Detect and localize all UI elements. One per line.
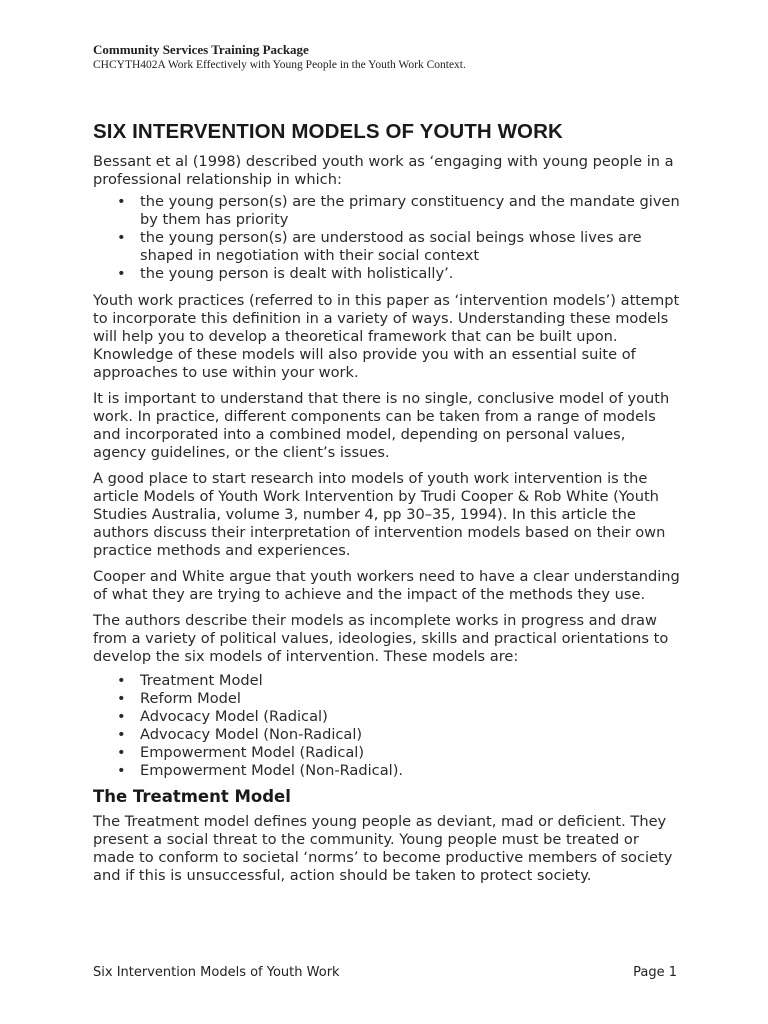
footer-title: Six Intervention Models of Youth Work bbox=[93, 965, 340, 980]
list-item: • Advocacy Model (Non-Radical) bbox=[140, 726, 683, 744]
section-heading: The Treatment Model bbox=[93, 787, 291, 806]
section-paragraph: The Treatment model defines young people as deviant, mad or deficient. They present a social threat to the community. Young people must be treated or made to conform to societal ‘norms’ to become productive members of society and if this is unsuccessful, action should be taken to protect society. bbox=[93, 813, 673, 884]
list-item: • the young person(s) are understood as social beings whose lives are shaped in negotiation with their social context bbox=[140, 229, 683, 265]
list-item: • Advocacy Model (Radical) bbox=[140, 708, 683, 726]
header-package-title: Community Services Training Package bbox=[93, 42, 309, 57]
list-item: • Reform Model bbox=[140, 690, 683, 708]
page-number: Page 1 bbox=[633, 965, 677, 980]
models-bullet-list bbox=[93, 672, 683, 780]
body-paragraph: Youth work practices (referred to in this paper as ‘intervention models’) attempt to incorporate this definition in a variety of ways. Understanding these models will help you to develop a theoretical framework that can be built upon. Knowledge of these models will also provide you with an essential suite of approaches to use within your work. bbox=[93, 292, 680, 381]
body-paragraph: Cooper and White argue that youth workers need to have a clear understanding of what they are trying to achieve and the impact of the methods they use. bbox=[93, 568, 680, 603]
intro-paragraph: Bessant et al (1998) described youth work as ‘engaging with young people in a professional relationship in which: bbox=[93, 153, 674, 188]
running-header bbox=[93, 42, 466, 73]
body-paragraph: The authors describe their models as incomplete works in progress and draw from a variety of political values, ideologies, skills and practical orientations to develop the six models of intervention. These models are: bbox=[93, 612, 669, 665]
list-item: • the young person is dealt with holistically’. bbox=[140, 265, 683, 283]
list-item: • Empowerment Model (Radical) bbox=[140, 744, 683, 762]
list-item: • Treatment Model bbox=[140, 672, 683, 690]
running-footer bbox=[93, 965, 677, 980]
list-item: • Empowerment Model (Non-Radical). bbox=[140, 762, 683, 780]
body-paragraph: A good place to start research into models of youth work intervention is the article Models of Youth Work Intervention by Trudi Cooper & Rob White (Youth Studies Australia, volume 3, number 4, pp 30–35, 1994). In this article the authors discuss their interpretation of intervention models based on their own practice methods and experiences. bbox=[93, 470, 666, 559]
body-paragraph: It is important to understand that there is no single, conclusive model of youth work. In practice, different components can be taken from a range of models and incorporated into a combined model, depending on personal values, agency guidelines, or the client’s issues. bbox=[93, 390, 670, 461]
intro-bullet-list bbox=[93, 193, 683, 283]
header-unit-title: CHCYTH402A Work Effectively with Young People in the Youth Work Context. bbox=[93, 59, 466, 71]
list-item: • the young person(s) are the primary constituency and the mandate given by them has priority bbox=[140, 193, 683, 229]
document-body bbox=[93, 119, 683, 893]
page-title: SIX INTERVENTION MODELS OF YOUTH WORK bbox=[93, 120, 563, 143]
